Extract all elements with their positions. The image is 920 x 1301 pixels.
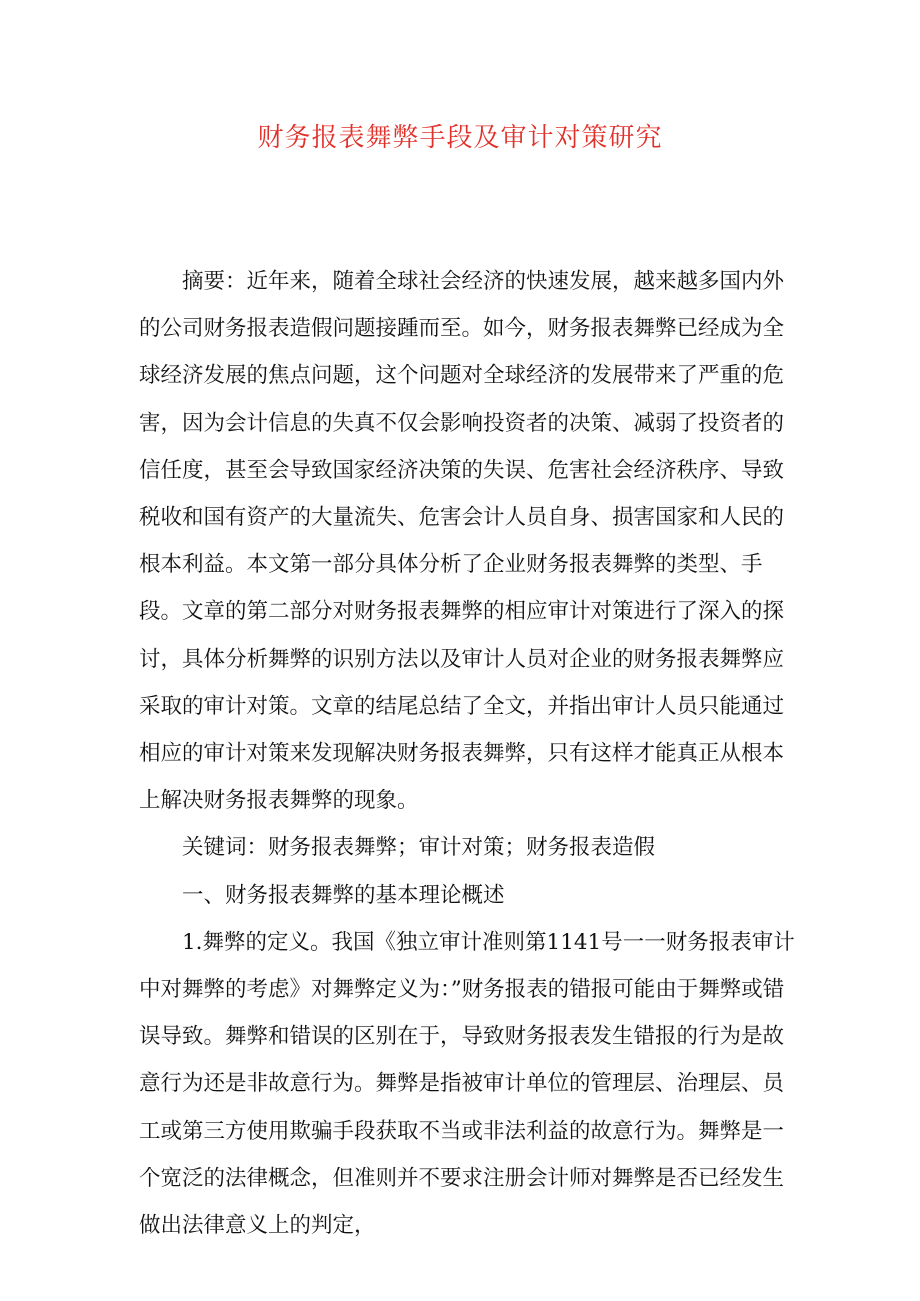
definition-paragraph: 1.舞弊的定义。我国《独立审计准则第1141号一一财务报表审计中对舞弊的考虑》对舞弊定义为：”财务报表的错报可能由于舞弊或错误导致。舞弊和错误的区别在于，导致财务报表发生错报的行为是故意行为还是非故意行为。舞弊是指被审计单位的管理层、治理层、员工或第三方使用欺骗手段获取不当或非法利益的故意行为。舞弊是一个宽泛的法律概念，但准则并不要求注册会计师对舞弊是否已经发生做出法律意义上的判定， (139, 929, 795, 1239)
document-body (139, 258, 795, 1249)
document-title: 财务报表舞弊手段及审计对策研究 (257, 123, 663, 153)
section-heading: 一、财务报表舞弊的基本理论概述 (182, 882, 505, 908)
abstract-paragraph: 摘要：近年来，随着全球社会经济的快速发展，越来越多国内外的公司财务报表造假问题接踵而至。如今，财务报表舞弊已经成为全球经济发展的焦点问题，这个问题对全球经济的发展带来了严重的危害，因为会计信息的失真不仅会影响投资者的决策、减弱了投资者的信任度，甚至会导致国家经济决策的失误、危害社会经济秩序、导致税收和国有资产的大量流失、危害会计人员自身、损害国家和人民的根本利益。本文第一部分具体分析了企业财务报表舞弊的类型、手段。文章的第二部分对财务报表舞弊的相应审计对策进行了深入的探讨，具体分析舞弊的识别方法以及审计人员对企业的财务报表舞弊应采取的审计对策。文章的结尾总结了全文，并指出审计人员只能通过相应的审计对策来发现解决财务报表舞弊，只有这样才能真正从根本上解决财务报表舞弊的现象。 (139, 269, 785, 814)
keywords-paragraph: 关键词：财务报表舞弊；审计对策；财务报表造假 (182, 835, 656, 861)
